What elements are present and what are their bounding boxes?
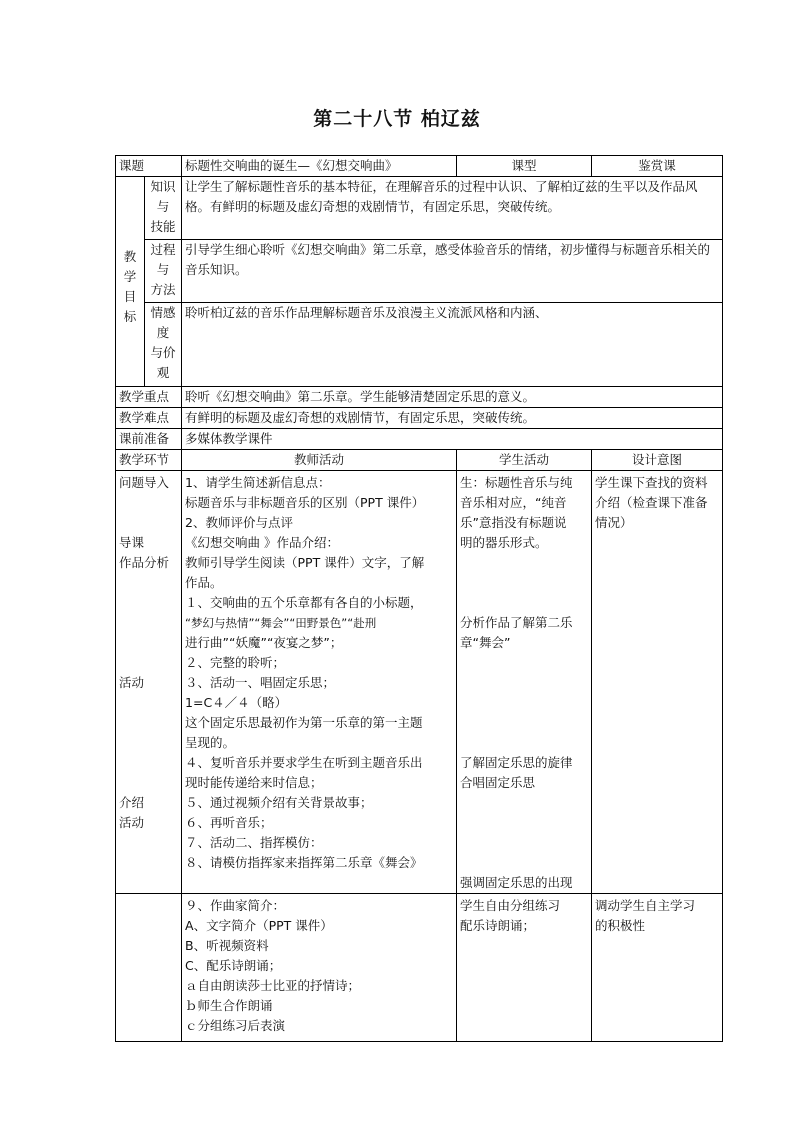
goal-row-process: [116, 240, 723, 303]
prep-row: [116, 429, 723, 450]
topic-label: 课题: [116, 156, 182, 177]
header-intent: 设计意图: [592, 450, 723, 471]
extra-teacher-cell: ９、作曲家简介： A、文字简介（PPT 课件） B、听视频资料 C、配乐诗朗诵； ａ自由朗读莎士比亚的抒情诗； ｂ师生合作朗诵 ｃ分组练习后表演: [182, 894, 457, 1042]
key-point-text: 聆听《幻想交响曲》第二乐章。学生能够清楚固定乐思的意义。: [182, 387, 723, 408]
goal-label-knowledge: 知识 与 技能: [145, 177, 182, 240]
type-value: 鉴赏课: [592, 156, 723, 177]
prep-label: 课前准备: [116, 429, 182, 450]
header-teacher: 教师活动: [182, 450, 457, 471]
goal-text-emotion: 聆听柏辽兹的音乐作品理解标题音乐及浪漫主义流派风格和内涵、: [182, 303, 723, 387]
goal-row-knowledge: [116, 177, 723, 240]
difficulty-text: 有鲜明的标题及虚幻奇想的戏剧情节，有固定乐思，突破传统。: [182, 408, 723, 429]
student-activity-cell: 生：标题性音乐与纯 音乐相对应，“纯音 乐”意指没有标题说 明的器乐形式。 分析作品了解第二乐 章“舞会” 了解固定乐思的旋律 合唱固定乐思 强调固定乐思的出现: [457, 471, 592, 894]
topic-row: [116, 156, 723, 177]
header-stage: 教学环节: [116, 450, 182, 471]
difficulty-label: 教学难点: [116, 408, 182, 429]
goal-label-emotion: 情感 度 与价 观: [145, 303, 182, 387]
activity-header-row: [116, 450, 723, 471]
extra-intent-cell: 调动学生自主学习 的积极性: [592, 894, 723, 1042]
type-label: 课型: [457, 156, 592, 177]
main-activity-row: [116, 471, 723, 894]
goal-row-emotion: [116, 303, 723, 387]
difficulty-row: [116, 408, 723, 429]
goal-label-process: 过程 与 方法: [145, 240, 182, 303]
lesson-plan-table: [115, 155, 723, 1042]
key-point-row: [116, 387, 723, 408]
extra-student-cell: 学生自由分组练习 配乐诗朗诵；: [457, 894, 592, 1042]
design-intent-cell: 学生课下查找的资料 介绍（检查课下准备 情况）: [592, 471, 723, 894]
topic-value: 标题性交响曲的诞生—《幻想交响曲》: [182, 156, 457, 177]
key-point-label: 教学重点: [116, 387, 182, 408]
stage-cell: 问题导入 导课 作品分析 活动 介绍 活动: [116, 471, 182, 894]
extra-activity-row: [116, 894, 723, 1042]
extra-stage-cell: [116, 894, 182, 1042]
header-student: 学生活动: [457, 450, 592, 471]
teacher-activity-cell: 1、请学生简述新信息点： 标题音乐与非标题音乐的区别（PPT 课件） 2、教师评价与点评 《幻想交响曲 》作品介绍： 教师引导学生阅读（PPT 课件）文字，了解 作品。 １、交响曲的五个乐章都有各自的小标题， “梦幻与热情”“舞会”“田野景色”“赴刑 进行曲”“妖魔”“夜宴之梦”； ２、完整的聆听； ３、活动一、唱固定乐思； 1=C４／４（略） 这个固定乐思最初作为第一乐章的第一主题 呈现的。 ４、复听音乐并要求学生在听到主题音乐出 现时能传递给来时信息； ５、通过视频介绍有关背景故事； ６、再听音乐； ７、活动二、指挥模仿： ８、请模仿指挥家来指挥第二乐章《舞会》: [182, 471, 457, 894]
goal-text-knowledge: 让学生了解标题性音乐的基本特征，在理解音乐的过程中认识、了解柏辽兹的生平以及作品风格。有鲜明的标题及虚幻奇想的戏剧情节，有固定乐思，突破传统。: [182, 177, 723, 240]
goals-label: 教 学 目 标: [116, 177, 145, 387]
prep-text: 多媒体教学课件: [182, 429, 723, 450]
page-title: 第二十八节 柏辽兹: [313, 108, 481, 130]
goal-text-process: 引导学生细心聆听《幻想交响曲》第二乐章，感受体验音乐的情绪，初步懂得与标题音乐相关的音乐知识。: [182, 240, 723, 303]
